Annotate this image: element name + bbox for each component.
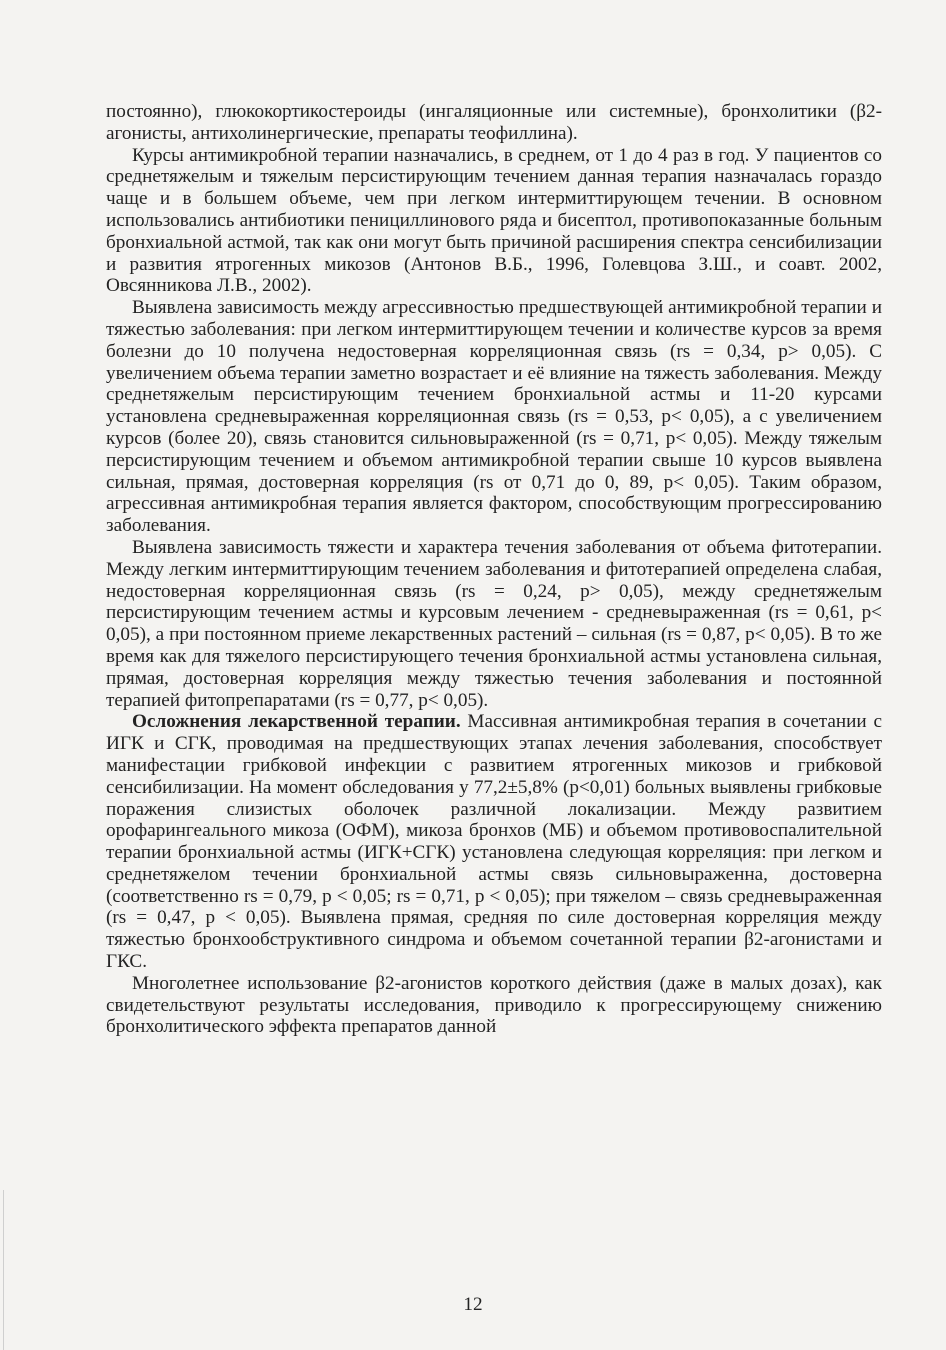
paragraph-1: постоянно), глюкокортикостероиды (ингаляционные или системные), бронхолитики (β2-агонисты, антихолинергические, препараты теофиллина). <box>106 101 882 144</box>
paragraph-5-text: Массивная антимикробная терапия в сочетании с ИГК и СГК, проводимая на предшествующих этапах лечения заболевания, способствует манифестации грибковой инфекции с развитием ятрогенных микозов и грибковой сенсибилизации. На момент обследования у 77,2±5,8% (p<0,01) больных выявлены грибковые поражения слизистых оболочек различной локализации. Между развитием орофарингеального микоза (ОФМ), микоза бронхов (МБ) и объемом противовоспалительной терапии бронхиальной астмы (ИГК+СГК) установлена следующая корреляция: при легком и среднетяжелом течении бронхиальной астмы связь сильновыраженна, достоверна (соответственно rs = 0,79, p < 0,05; rs = 0,71, p < 0,05); при тяжелом – связь средневыраженная (rs = 0,47, p < 0,05). Выявлена прямая, средняя по силе достоверная корреляция между тяжестью бронхообструктивного синдрома и объемом сочетанной терапии β2-агонистами и ГКС. <box>106 711 882 973</box>
paragraph-3: Выявлена зависимость между агрессивностью предшествующей антимикробной терапии и тяжестью заболевания: при легком интермиттирующем течении и количестве курсов за время болезни до 10 получена недостоверная корреляционная связь (rs = 0,34, p> 0,05). С увеличением объема терапии заметно возрастает и её влияние на тяжесть заболевания. Между среднетяжелым персистирующим течением бронхиальной астмы и 11-20 курсами установлена средневыраженная корреляционная связь (rs = 0,53, p< 0,05), а с увеличением курсов (более 20), связь становится сильновыраженной (rs = 0,71, p< 0,05). Между тяжелым персистирующим течением и объемом антимикробной терапии свыше 10 курсов выявлена сильная, прямая, достоверная корреляция (rs от 0,71 до 0, 89, p< 0,05). Таким образом, агрессивная антимикробная терапия является фактором, способствующим прогрессированию заболевания. <box>106 297 882 537</box>
body-text <box>106 101 882 1038</box>
paragraph-6: Многолетнее использование β2-агонистов короткого действия (даже в малых дозах), как свидетельствуют результаты исследования, приводило к прогрессирующему снижению бронхолитического эффекта препаратов данной <box>106 972 882 1038</box>
section-heading: Осложнения лекарственной терапии. <box>132 711 461 733</box>
paragraph-2: Курсы антимикробной терапии назначались, в среднем, от 1 до 4 раз в год. У пациентов со среднетяжелым и тяжелым персистирующим течением данная терапия назначалась гораздо чаще и в большем объеме, чем при легком интермиттирующем течении. В основном использовались антибиотики пенициллинового ряда и бисептол, противопоказанные больным бронхиальной астмой, так как они могут быть причиной расширения спектра сенсибилизации и развития ятрогенных микозов (Антонов В.Б., 1996, Голевцова З.Ш., и соавт. 2002, Овсянникова Л.В., 2002). <box>106 144 882 297</box>
page-number: 12 <box>463 1294 483 1315</box>
paragraph-5 <box>106 711 882 973</box>
scan-edge-line <box>3 1190 4 1350</box>
paragraph-4: Выявлена зависимость тяжести и характера течения заболевания от объема фитотерапии. Между легким интермиттирующим течением заболевания и фитотерапией определена слабая, недостоверная корреляционная связь (rs = 0,24, p> 0,05), между среднетяжелым персистирующим течением астмы и курсовым лечением - средневыраженная (rs = 0,61, p< 0,05), а при постоянном приеме лекарственных растений – сильная (rs = 0,87, p< 0,05). В то же время как для тяжелого персистирующего течения бронхиальной астмы установлена сильная, прямая, достоверная корреляция между тяжестью течения заболевания и постоянной терапией фитопрепаратами (rs = 0,77, p< 0,05). <box>106 536 882 711</box>
